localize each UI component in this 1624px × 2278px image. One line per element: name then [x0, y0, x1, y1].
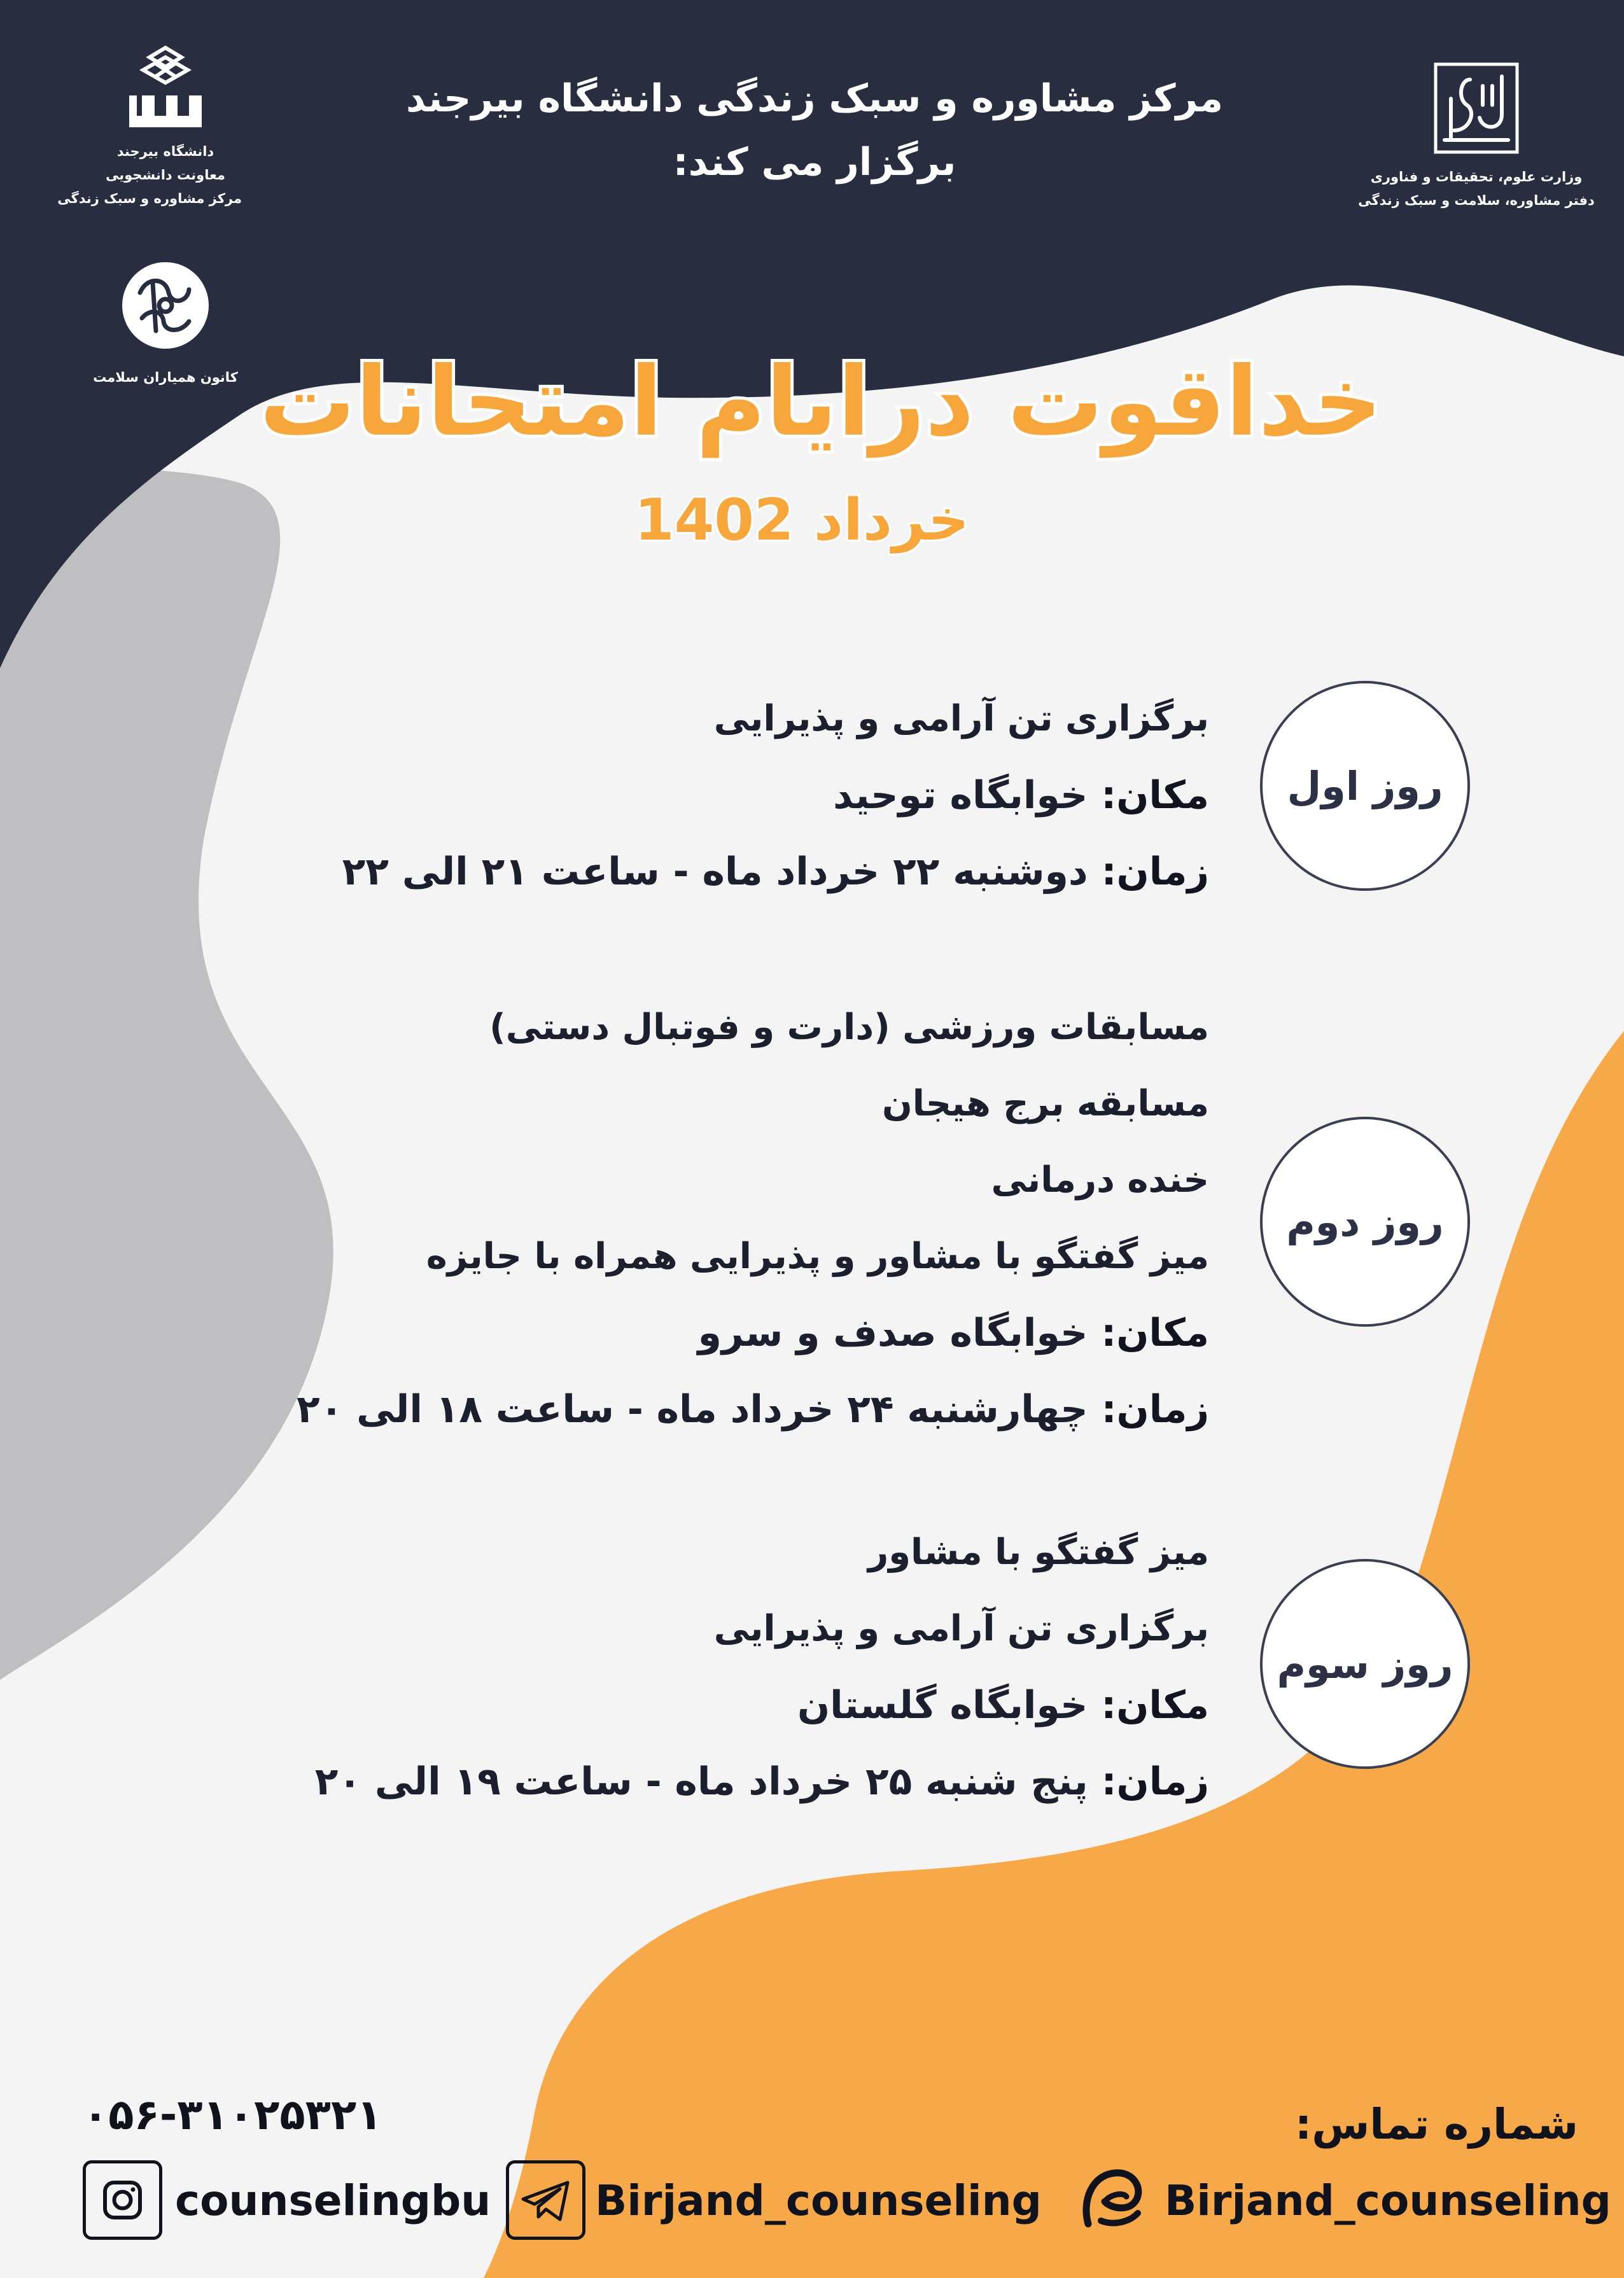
- university-caption-line-3: مرکز مشاوره و سبک زندگی: [57, 190, 242, 206]
- page-title: خداقوت درایام امتحانات: [259, 347, 1383, 458]
- day-1-badge: [1260, 681, 1470, 891]
- telegram-icon-frame[interactable]: [506, 2160, 585, 2240]
- day-1-label: روز اول: [1287, 762, 1443, 809]
- ministry-caption: [1355, 165, 1597, 213]
- instagram-icon: [86, 2163, 159, 2237]
- header-line-2: برگزار می کند:: [673, 140, 956, 185]
- day-3-activity-2: برگزاری تن آرامی و پذیرایی: [713, 1608, 1209, 1649]
- day-1-details: [229, 681, 1209, 910]
- telegram-handle[interactable]: Birjand_counseling: [595, 2176, 1042, 2225]
- day-3-time-label: زمان:: [1101, 1759, 1209, 1804]
- day-3-activity-1: میز گفتگو با مشاور: [867, 1532, 1209, 1573]
- ministry-logo-block: [1355, 60, 1597, 226]
- health-club-logo-block: [89, 258, 242, 398]
- day-1-time-label: زمان:: [1101, 849, 1209, 894]
- day-2-activity-3: خنده درمانی: [991, 1159, 1209, 1201]
- title-date: خرداد 1402: [634, 487, 969, 554]
- day-2-time-label: زمان:: [1101, 1387, 1209, 1432]
- day-2-activity-4: میز گفتگو با مشاور و پذیرایی همراه با جایزه: [426, 1236, 1209, 1277]
- contact-label: شماره تماس:: [1294, 2100, 1578, 2149]
- telegram-icon: [509, 2163, 582, 2237]
- eitaa-icon: [1075, 2163, 1149, 2237]
- ministry-caption-line-1: وزارت علوم، تحقیقات و فناوری: [1370, 169, 1583, 185]
- day-2-badge: [1260, 1117, 1470, 1327]
- ministry-caption-line-2: دفتر مشاوره، سلامت و سبک زندگی: [1358, 192, 1595, 208]
- university-logo-block: [57, 45, 242, 280]
- day-1-time: [229, 834, 1209, 910]
- day-2-place-label: مکان:: [1101, 1311, 1209, 1355]
- university-caption-line-1: دانشگاه بیرجند: [116, 144, 214, 159]
- contact-phone[interactable]: ۰۵۶-۳۱۰۲۵۳۲۱: [83, 2090, 382, 2139]
- day-1-place-label: مکان:: [1101, 773, 1209, 818]
- day-3-label: روز سوم: [1277, 1640, 1453, 1688]
- day-2-place: [229, 1295, 1209, 1371]
- eitaa-handle[interactable]: Birjand_counseling: [1165, 2176, 1611, 2225]
- health-club-caption: کانون همیاران سلامت: [93, 370, 238, 385]
- day-3-time-value: پنج شنبه ۲۵ خرداد ماه - ساعت ۱۹ الی ۲۰: [314, 1759, 1088, 1804]
- day-2-activity-2: مسابقه برج هیجان: [881, 1083, 1209, 1124]
- instagram-icon-frame[interactable]: [83, 2160, 162, 2240]
- university-caption: [57, 140, 242, 210]
- ministry-student-affairs-logo: [1432, 60, 1521, 156]
- day-1-activity-1: برگزاری تن آرامی و پذیرایی: [713, 698, 1209, 739]
- day-2-time: [229, 1371, 1209, 1448]
- day-3-place: [229, 1667, 1209, 1743]
- day-2-time-value: چهارشنبه ۲۴ خرداد ماه - ساعت ۱۸ الی ۲۰: [296, 1387, 1088, 1432]
- university-caption-line-2: معاونت دانشجویی: [106, 167, 225, 183]
- health-partners-club-logo: [118, 258, 213, 353]
- instagram-handle[interactable]: counselingbu: [175, 2176, 491, 2225]
- day-2-details: [229, 989, 1209, 1448]
- day-2-label: روز دوم: [1286, 1198, 1444, 1245]
- day-3-place-label: مکان:: [1101, 1683, 1209, 1728]
- day-2-activity-1: مسابقات ورزشی (دارت و فوتبال دستی): [489, 1007, 1209, 1048]
- day-3-badge: [1260, 1559, 1470, 1769]
- day-3-time: [229, 1743, 1209, 1820]
- header-line-1: مرکز مشاوره و سبک زندگی دانشگاه بیرجند: [405, 76, 1224, 121]
- day-3-place-value: خوابگاه گلستان: [797, 1683, 1088, 1728]
- day-1-time-value: دوشنبه ۲۲ خرداد ماه - ساعت ۲۱ الی ۲۲: [342, 849, 1088, 894]
- day-1-place: [229, 757, 1209, 834]
- eitaa-icon-frame[interactable]: [1075, 2163, 1149, 2237]
- day-1-place-value: خوابگاه توحید: [833, 773, 1088, 818]
- day-2-place-value: خوابگاه صدف و سرو: [697, 1311, 1088, 1355]
- day-3-details: [229, 1514, 1209, 1820]
- university-of-birjand-logo: [124, 45, 207, 134]
